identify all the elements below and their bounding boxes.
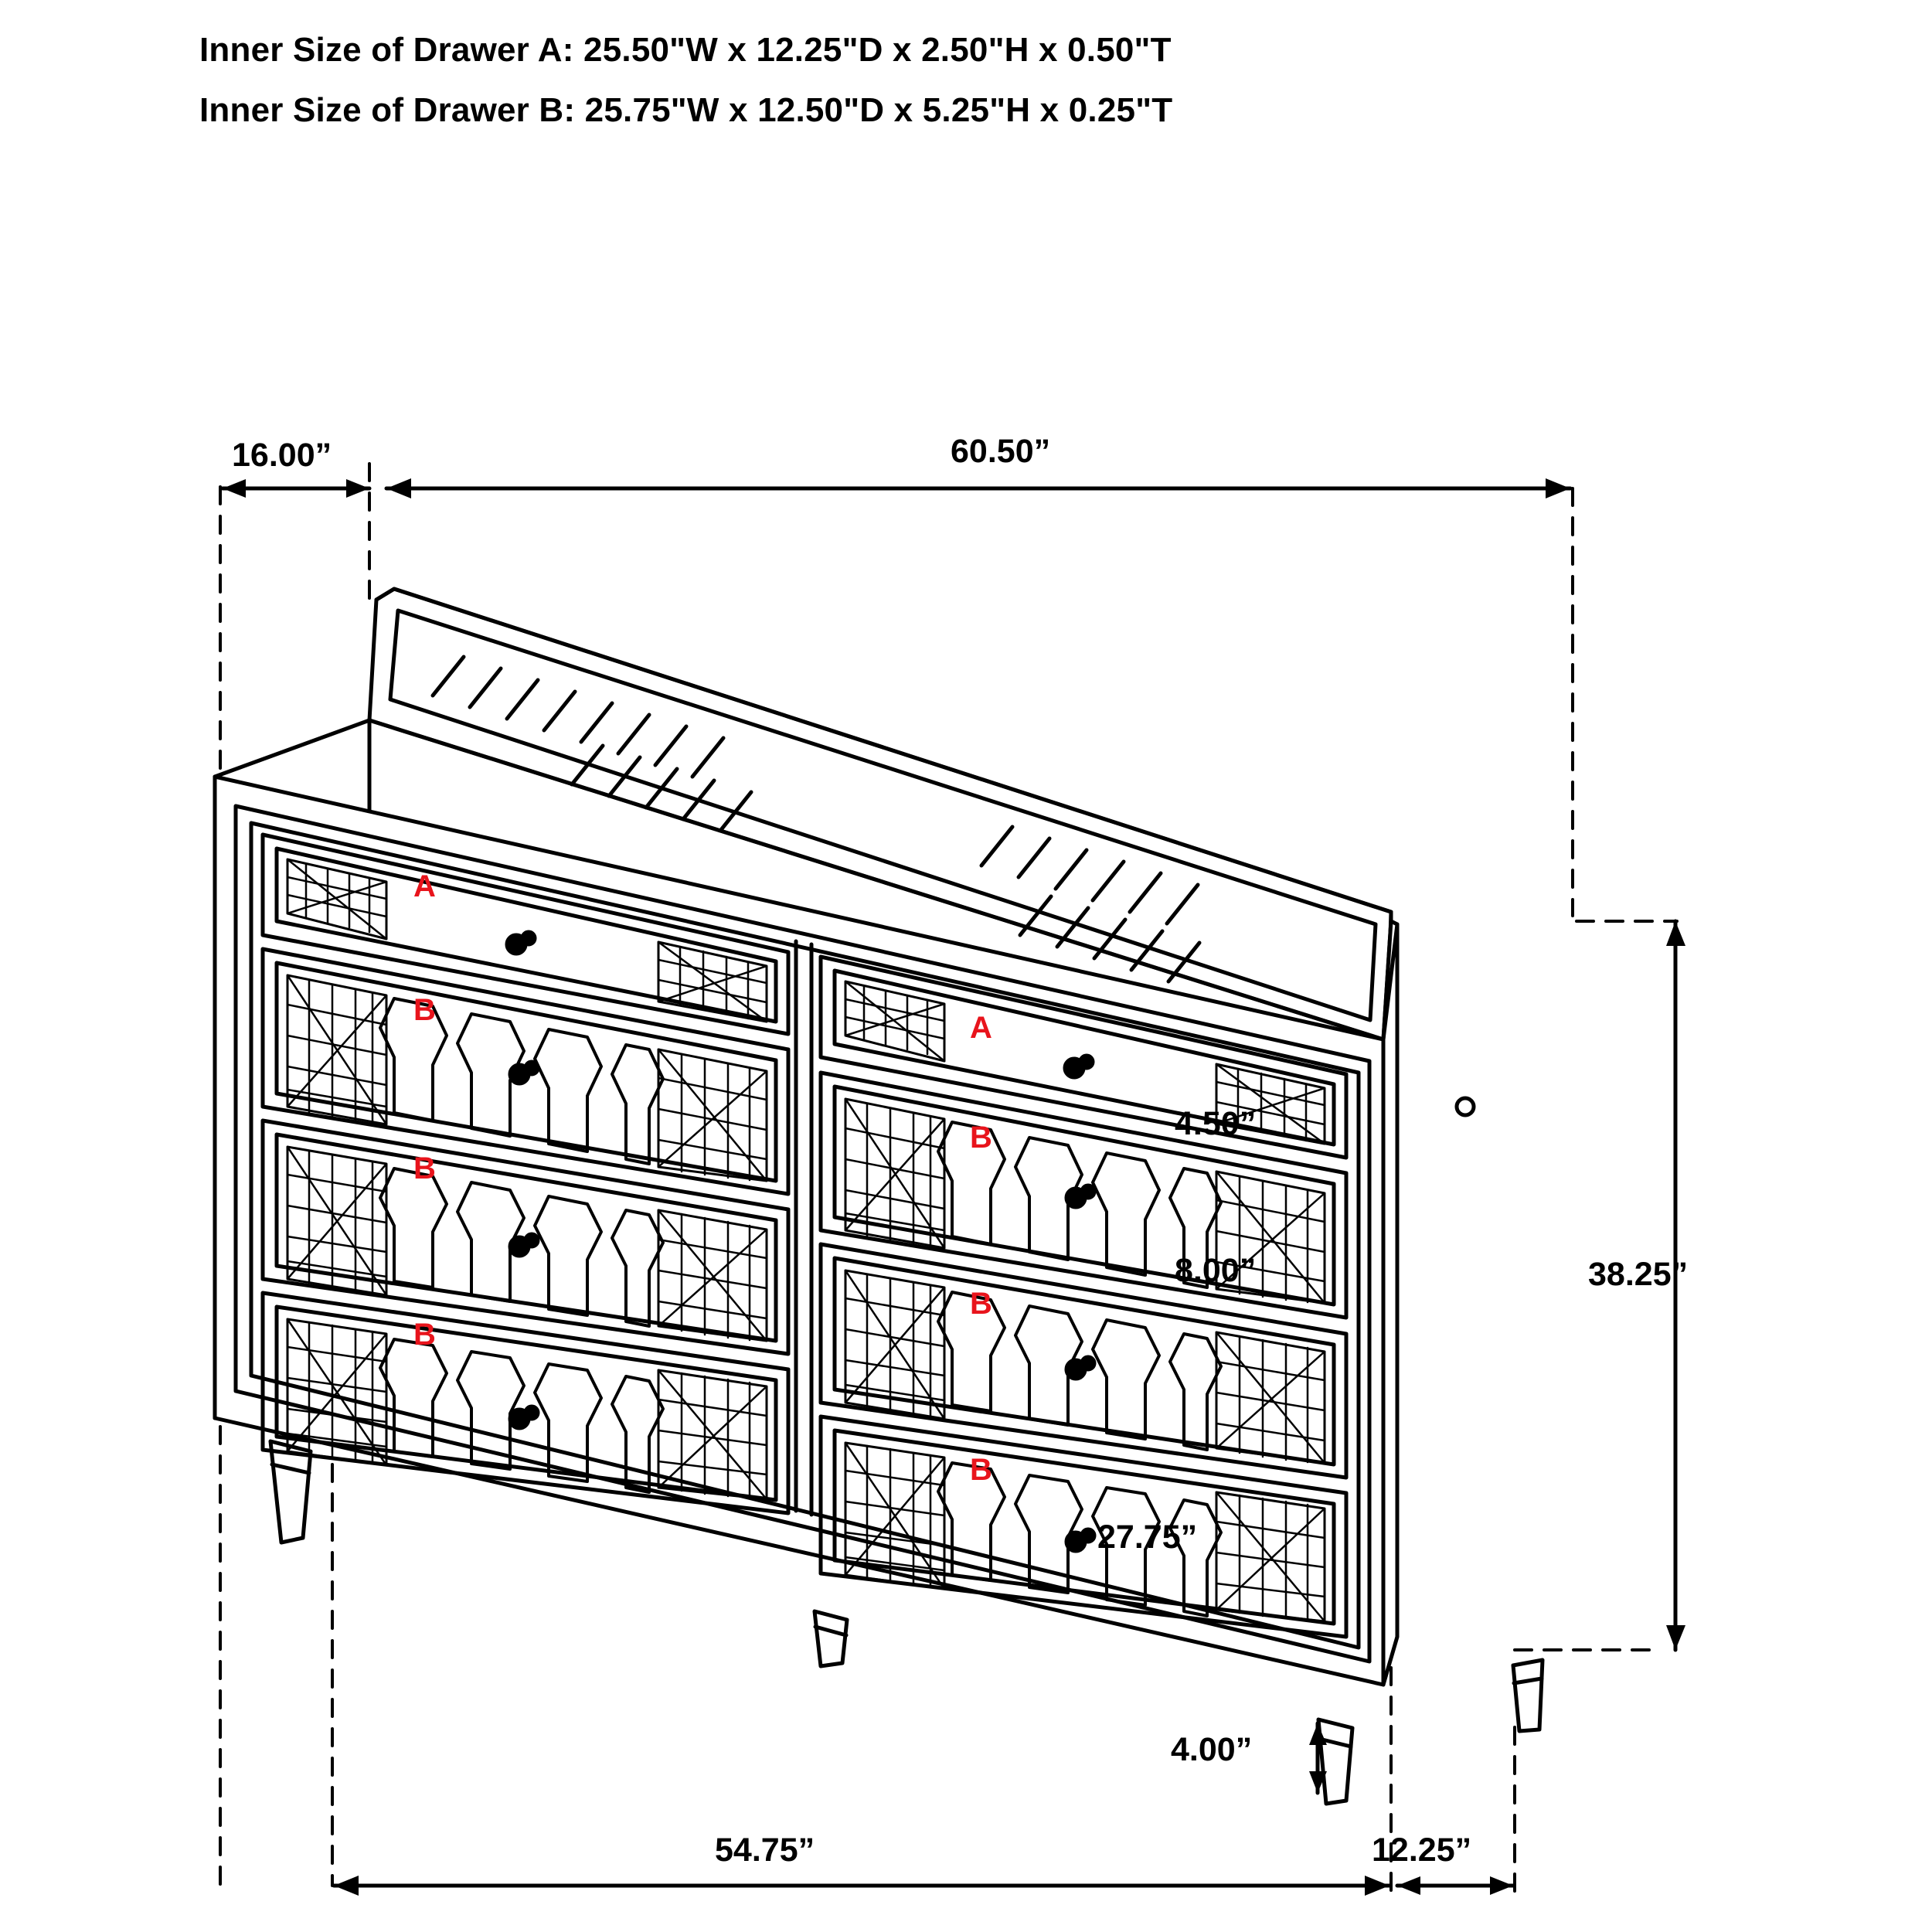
dim-drawer-width: 27.75”: [1097, 1519, 1198, 1556]
dim-bottom-width: 54.75”: [715, 1832, 815, 1869]
drawer-label-left-b3: B: [413, 1318, 436, 1352]
dim-drawer-a-height: 4.50”: [1175, 1105, 1257, 1142]
dim-bottom-depth: 12.25”: [1372, 1832, 1472, 1869]
drawer-label-right-b1: B: [970, 1121, 992, 1155]
dim-leg-height: 4.00”: [1171, 1731, 1253, 1768]
drawer-label-left-b2: B: [413, 1151, 436, 1185]
drawer-label-left-a: A: [413, 869, 436, 903]
drawer-label-right-b3: B: [970, 1453, 992, 1487]
drawer-label-right-b2: B: [970, 1287, 992, 1321]
spec-line-drawer-a: Inner Size of Drawer A: 25.50"W x 12.25"D x 2.50"H x 0.50"T: [199, 31, 1172, 69]
drawer-label-left-b1: B: [413, 993, 436, 1027]
dim-width-top: 60.50”: [951, 433, 1051, 470]
drawer-label-right-a: A: [970, 1011, 992, 1045]
dim-drawer-b-height: 8.00”: [1175, 1252, 1257, 1289]
spec-line-drawer-b: Inner Size of Drawer B: 25.75"W x 12.50"D x 5.25"H x 0.25"T: [199, 91, 1173, 129]
dim-depth-top: 16.00”: [232, 437, 332, 474]
dim-height-right: 38.25”: [1588, 1256, 1689, 1293]
